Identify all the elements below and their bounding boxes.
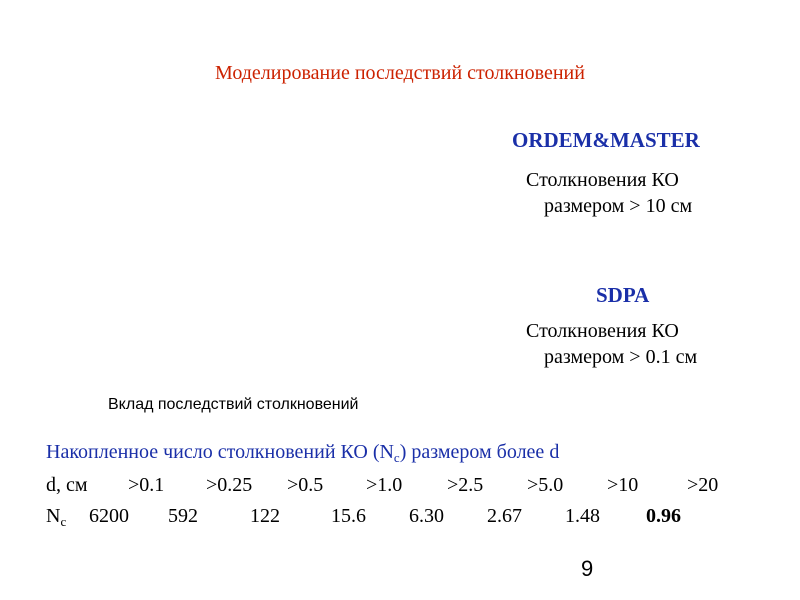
ordem-line-1: Столкновения КО (526, 169, 679, 191)
nc-label-main: N (46, 505, 61, 527)
d-value: >0.25 (206, 474, 253, 496)
table-title-before: Накопленное число столкновений КО (N (46, 441, 394, 463)
d-value: >0.5 (287, 474, 324, 496)
sdpa-heading: SDPA (596, 283, 650, 307)
nc-value: 6.30 (409, 505, 444, 527)
d-value: >2.5 (447, 474, 484, 496)
nc-value: 6200 (89, 505, 129, 527)
nc-value: 122 (250, 505, 280, 527)
d-value: >10 (607, 474, 639, 496)
table-row-d (0, 474, 800, 502)
sdpa-line-1: Столкновения КО (526, 320, 679, 342)
d-value: >5.0 (527, 474, 564, 496)
nc-label-subscript: c (60, 514, 67, 529)
table-title-after: ) размером более d (399, 441, 560, 463)
d-value: >1.0 (366, 474, 403, 496)
slide-title: Моделирование последствий столкновений (215, 62, 585, 84)
nc-value: 15.6 (331, 505, 366, 527)
nc-value: 0.96 (646, 505, 681, 527)
table-title (46, 441, 559, 466)
nc-value: 1.48 (565, 505, 600, 527)
subtitle: Вклад последствий столкновений (108, 396, 359, 413)
nc-label (46, 505, 66, 530)
nc-value: 2.67 (487, 505, 522, 527)
d-value: >0.1 (128, 474, 165, 496)
nc-value: 592 (168, 505, 198, 527)
d-value: >20 (687, 474, 719, 496)
table-title-subscript: c (393, 450, 400, 465)
table-row-nc (0, 505, 800, 533)
sdpa-line-2: размером > 0.1 см (544, 346, 698, 368)
ordem-heading: ORDEM&MASTER (512, 128, 700, 152)
page-number: 9 (581, 556, 594, 581)
d-label: d, см (46, 474, 88, 496)
ordem-line-2: размером > 10 см (544, 195, 693, 217)
